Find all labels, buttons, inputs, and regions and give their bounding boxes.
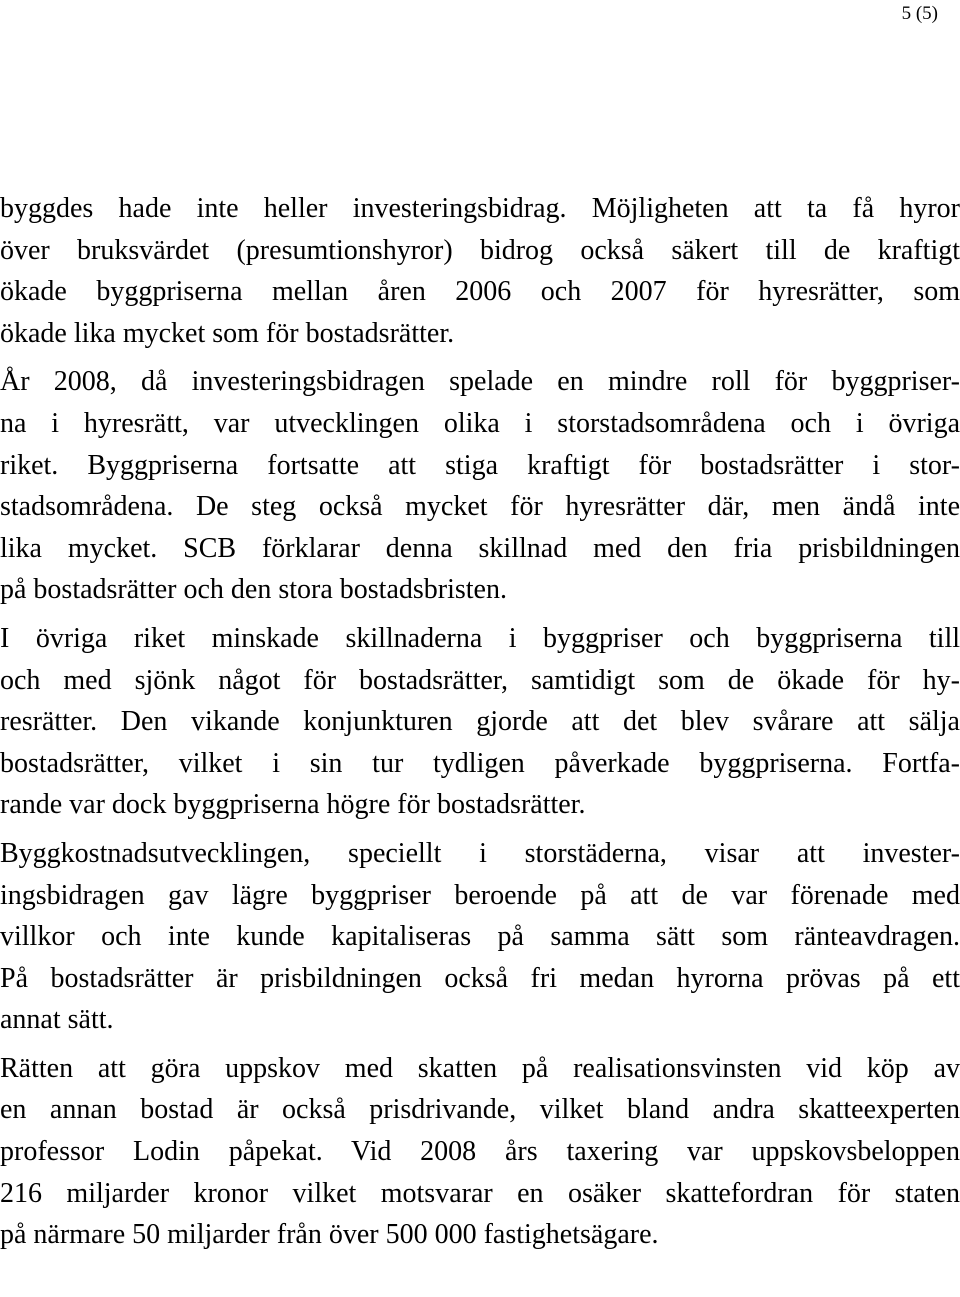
paragraph-4	[0, 833, 960, 1041]
text-line: och med sjönk något för bostadsrätter, samtidigt som de ökade för hy-	[0, 664, 960, 696]
paragraph-2	[0, 361, 960, 611]
text-line: År 2008, då investeringsbidragen spelade en mindre roll för byggpriser-	[0, 366, 960, 398]
paragraph-5	[0, 1048, 960, 1256]
text-line: ingsbidragen gav lägre byggpriser beroende på att de var förenade med	[0, 879, 960, 911]
paragraph-1	[0, 188, 960, 354]
text-line: På bostadsrätter är prisbildningen också fri medan hyrorna prövas på ett	[0, 962, 960, 994]
text-line: på bostadsrätter och den stora bostadsbristen.	[0, 574, 507, 606]
page-number: 5 (5)	[901, 3, 938, 24]
paragraph-3	[0, 618, 960, 826]
text-line: villkor och inte kunde kapitaliseras på samma sätt som ränteavdragen.	[0, 921, 960, 953]
text-line: på närmare 50 miljarder från över 500 000 fastighetsägare.	[0, 1219, 659, 1251]
text-line: annat sätt.	[0, 1004, 114, 1036]
text-line: na i hyresrätt, var utvecklingen olika i storstadsområdena och i övriga	[0, 407, 960, 439]
text-line: ökade lika mycket som för bostadsrätter.	[0, 317, 455, 349]
body-text	[0, 188, 960, 1256]
text-line: en annan bostad är också prisdrivande, vilket bland andra skatteexperten	[0, 1094, 960, 1126]
text-line: I övriga riket minskade skillnaderna i byggpriser och byggpriserna till	[0, 622, 960, 654]
text-line: lika mycket. SCB förklarar denna skillnad med den fria prisbildningen	[0, 532, 960, 564]
text-line: professor Lodin påpekat. Vid 2008 års taxering var uppskovsbeloppen	[0, 1136, 960, 1168]
text-line: rande var dock byggpriserna högre för bostadsrätter.	[0, 789, 586, 821]
text-line: 216 miljarder kronor vilket motsvarar en osäker skattefordran för staten	[0, 1177, 960, 1209]
text-line: resrätter. Den vikande konjunkturen gjorde att det blev svårare att sälja	[0, 706, 960, 738]
text-line: Rätten att göra uppskov med skatten på realisationsvinsten vid köp av	[0, 1052, 960, 1084]
text-line: byggdes hade inte heller investeringsbidrag. Möjligheten att ta få hyror	[0, 193, 960, 224]
text-line: riket. Byggpriserna fortsatte att stiga kraftigt för bostadsrätter i stor-	[0, 449, 960, 481]
text-line: Byggkostnadsutvecklingen, speciellt i storstäderna, visar att invester-	[0, 837, 960, 869]
text-line: ökade byggpriserna mellan åren 2006 och 2007 för hyresrätter, som	[0, 276, 960, 308]
text-line: stadsområdena. De steg också mycket för hyresrätter där, men ändå inte	[0, 491, 960, 523]
text-line: bostadsrätter, vilket i sin tur tydligen påverkade byggpriserna. Fortfa-	[0, 747, 960, 779]
text-line: över bruksvärdet (presumtionshyror) bidrog också säkert till de kraftigt	[0, 234, 960, 266]
